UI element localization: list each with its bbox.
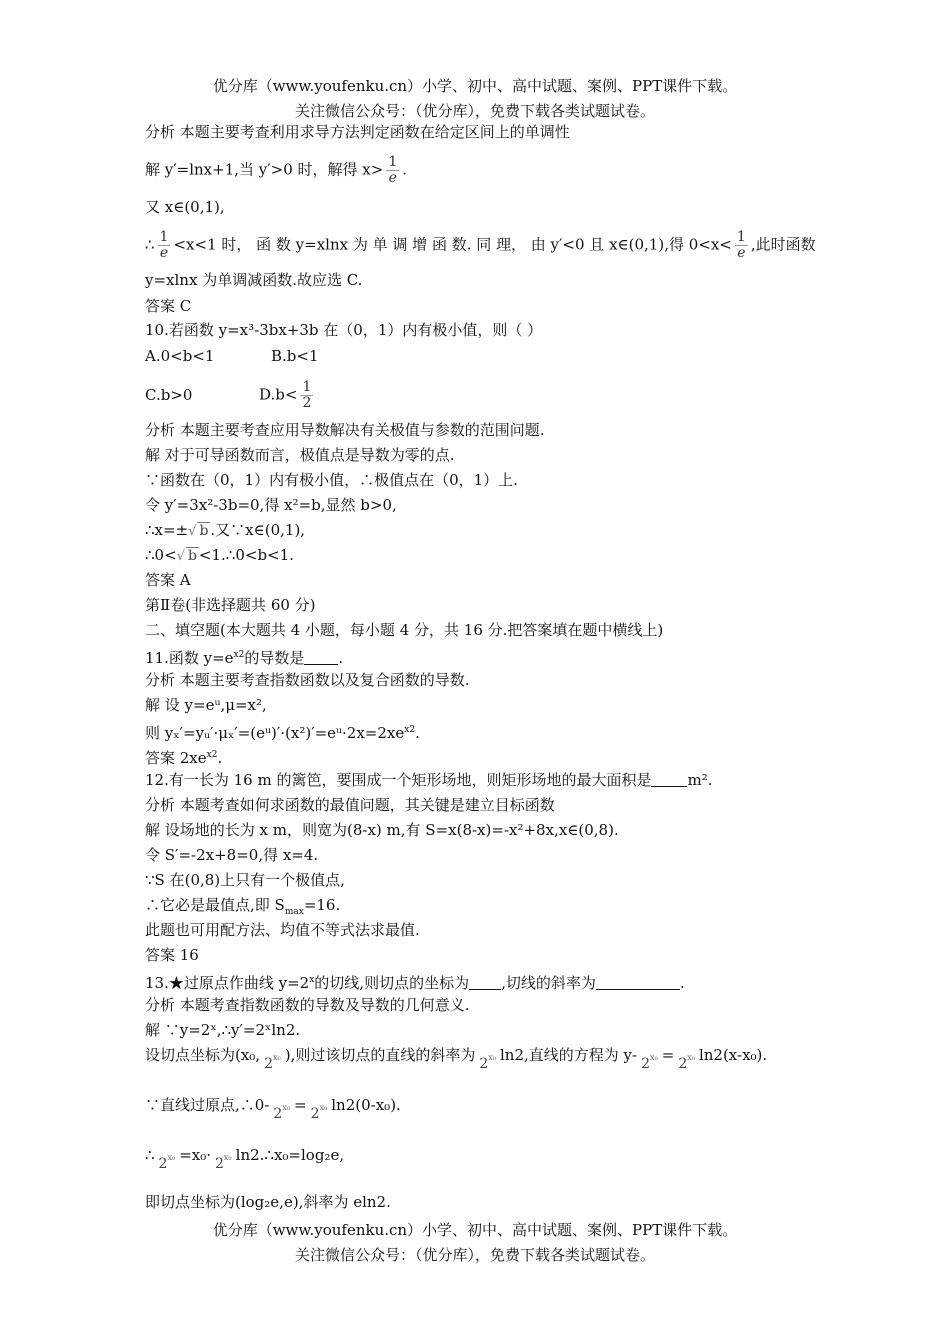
radical-sign-icon: √: [188, 524, 197, 539]
q9-frac3-den: e: [737, 245, 746, 261]
answer-blank: [469, 975, 501, 990]
q13-sol-3: [145, 1095, 401, 1124]
q10-sol-5: [145, 545, 294, 567]
q9-analysis: 分析 本题主要考查利用求导方法判定函数在给定区间上的单调性: [145, 123, 570, 141]
q10-options-cd: [145, 380, 316, 411]
q10-sol-2: ∵函数在（0，1）内有极小值，∴极值点在（0，1）上.: [145, 471, 518, 489]
q9-frac2-den: e: [159, 245, 169, 261]
q10-sol-4-post: .又∵x∈(0,1),: [210, 521, 306, 539]
q10-sol-4-pre: ∴x=±: [145, 521, 189, 539]
q9-frac-num: 1: [388, 154, 398, 170]
q13-sol-4-c: ln2.∴x₀=log₂e,: [235, 1146, 345, 1164]
q9-fraction-3: [735, 230, 748, 261]
q12-sol-2: 令 S′=-2x+8=0,得 x=4.: [145, 846, 319, 864]
q9-sol-c-mid: <x<1 时， 函 数 y=xlnx 为 单 调 增 函 数. 同 理， 由 y′<0 且 x∈(0,1),得 0<x<: [173, 235, 732, 254]
pow-base: 2: [678, 1056, 688, 1072]
q11-analysis: 分析 本题主要考查指数函数以及复合函数的导数.: [145, 671, 470, 689]
q10-analysis: 分析 本题主要考查应用导数解决有关极值与参数的范围问题.: [145, 421, 545, 439]
header-line-1: 优分库（www.youfenku.cn）小学、初中、高中试题、案例、PPT课件下载。: [212, 77, 738, 95]
q13-sol-1: 解 ∵y=2ˣ,∴y′=2ˣln2.: [145, 1021, 301, 1039]
q10-sol-3: 令 y′=3x²-3b=0,得 x²=b,显然 b>0,: [145, 496, 397, 514]
pow-base: 2: [215, 1156, 224, 1172]
answer-blank: [596, 975, 680, 990]
q9-frac3-num: 1: [736, 229, 746, 245]
q13-question-mid: 的切线,则切点的坐标为: [314, 974, 470, 992]
q13-question-sup: x: [309, 975, 315, 985]
q11-question-end: .: [338, 649, 344, 667]
pow-exp: x₀: [687, 1053, 695, 1062]
q10-fraction: [300, 380, 313, 411]
q11-question: [145, 645, 343, 668]
q9-sol-a-text: 解 y′=lnx+1,当 y′>0 时，解得 x>: [145, 160, 384, 179]
q12-sol-3: ∵S 在(0,8)上只有一个极值点,: [145, 871, 345, 889]
pow-exp: x₀: [223, 1153, 232, 1162]
q11-answer: [145, 745, 222, 768]
q12-sol-4: [145, 895, 340, 922]
q13-sol-2-b: ),则过该切点的直线的斜率为: [284, 1046, 476, 1064]
pow-base: 2: [310, 1106, 320, 1122]
q13-sol-4: [145, 1145, 344, 1174]
pow-base: 2: [479, 1056, 489, 1072]
q10-frac-den: 2: [302, 395, 312, 411]
q9-solution-d: y=xlnx 为单调减函数.故应选 C.: [145, 271, 363, 289]
q11-question-sup: x2: [233, 650, 245, 660]
q13-power-3: [641, 1048, 658, 1074]
q10-sqrt-b: b: [199, 523, 209, 539]
q13-power-1: [264, 1048, 281, 1074]
answer-blank: [651, 772, 687, 787]
pow-base: 2: [641, 1056, 651, 1072]
q9-solution-c: [145, 230, 816, 261]
q13-analysis: 分析 本题考查指数函数的导数及导数的几何意义.: [145, 996, 470, 1014]
q12-question: [145, 770, 713, 790]
q10-sol-4: [145, 520, 305, 542]
q9-frac-den: e: [388, 170, 397, 186]
part2-title: 第Ⅱ卷(非选择题共 60 分): [145, 596, 316, 614]
q9-answer: 答案 C: [145, 297, 192, 315]
q10-options-ab: [145, 346, 319, 366]
q10-option-a: A.0<b<1: [145, 347, 215, 365]
q12-question-pre: 12.有一长为 16 m 的篱笆，要围成一个矩形场地，则矩形场地的最大面积是: [145, 771, 652, 789]
q10-option-b: B.b<1: [271, 347, 319, 365]
q10-sol-1: 解 对于可导函数而言，极值点是导数为零的点.: [145, 446, 455, 464]
q13-power-6: [311, 1098, 328, 1124]
q13-power-5: [273, 1098, 290, 1124]
q12-answer: 答案 16: [145, 946, 199, 964]
q11-question-pre: 11.函数 y=e: [145, 649, 234, 667]
pow-exp: x₀: [488, 1053, 496, 1062]
q10-sqrt-b-2: b: [187, 548, 197, 564]
q9-fraction-2: [158, 230, 171, 261]
q12-sol-5: 此题也可用配方法、均值不等式法求最值.: [145, 921, 420, 939]
q12-sol-4-sub: max: [284, 907, 304, 917]
q9-sol-c-end: ,此时函数: [750, 235, 816, 254]
q13-sol-4-a: ∴: [145, 1146, 155, 1164]
q13-power-2: [479, 1048, 496, 1074]
q11-sol-2-sup: x2: [404, 725, 416, 735]
q13-sol-2-c: ln2,直线的方程为 y-: [500, 1046, 638, 1064]
q9-sol-a-end: .: [402, 160, 408, 179]
q13-question-pre: 13.★过原点作曲线 y=2: [145, 974, 310, 992]
q13-sol-4-b: =x₀·: [179, 1146, 211, 1164]
header-line-2: 关注微信公众号：（优分库），免费下载各类试题试卷。: [294, 102, 655, 120]
q12-question-post: m².: [687, 771, 713, 789]
q10-option-d: D.b<: [259, 385, 298, 404]
pow-exp: x₀: [650, 1053, 658, 1062]
part2-section: 二、填空题(本大题共 4 小题，每小题 4 分，共 16 分.把答案填在题中横线上): [145, 621, 664, 639]
pow-exp: x₀: [319, 1103, 328, 1112]
q10-frac-num: 1: [302, 379, 312, 395]
q13-sol-5: 即切点坐标为(log₂e,e),斜率为 eln2.: [145, 1193, 391, 1211]
q13-sol-2-d: =: [661, 1046, 675, 1064]
q9-fraction-1: [386, 155, 399, 186]
q12-sol-4-post: =16.: [303, 896, 341, 914]
q11-answer-end: .: [217, 749, 223, 767]
q9-solution-b: 又 x∈(0,1),: [145, 198, 225, 216]
answer-blank: [304, 650, 338, 665]
q12-sol-4-pre: ∴它必是最值点,即 S: [145, 896, 285, 914]
q10-answer: 答案 A: [145, 571, 191, 589]
q10-option-c: C.b>0: [145, 385, 193, 404]
q12-sol-1: 解 设场地的长为 x m，则宽为(8-x) m,有 S=x(8-x)=-x²+8x,x∈(0,8).: [145, 821, 619, 839]
q13-sol-2: [145, 1045, 767, 1074]
q10-sol-5-post: <1.∴0<b<1.: [198, 546, 294, 564]
q13-question: [145, 970, 685, 993]
q11-question-post: 的导数是: [244, 649, 305, 667]
footer-line-1: 优分库（www.youfenku.cn）小学、初中、高中试题、案例、PPT课件下载。: [212, 1221, 738, 1239]
q13-question-mid2: ,切线的斜率为: [501, 974, 596, 992]
q10-sol-5-pre: ∴0<: [145, 546, 177, 564]
q12-analysis: 分析 本题考查如何求函数的最值问题，其关键是建立目标函数: [145, 796, 555, 814]
q13-power-8: [215, 1148, 232, 1174]
q13-question-end: .: [679, 974, 685, 992]
q13-power-4: [678, 1048, 695, 1074]
q9-sol-c-pre: ∴: [145, 235, 155, 254]
q11-sol-2-text: 则 yₓ′=yᵤ′·μₓ′=(eᵘ)′·(x²)′=eᵘ·2x=2xe: [145, 724, 405, 742]
q10-question: 10.若函数 y=x³-3bx+3b 在（0，1）内有极小值，则（ ）: [145, 321, 543, 339]
q11-sol-1: 解 设 y=eᵘ,μ=x²,: [145, 696, 267, 714]
q9-frac2-num: 1: [159, 229, 169, 245]
q13-sol-3-a: ∵直线过原点,∴0-: [145, 1096, 270, 1114]
q11-answer-sup: x2: [206, 750, 218, 760]
pow-base: 2: [158, 1156, 168, 1172]
q13-sol-3-c: ln2(0-x₀).: [331, 1096, 401, 1114]
q11-sol-2-end: .: [415, 724, 420, 742]
footer-line-2: 关注微信公众号：（优分库），免费下载各类试题试卷。: [294, 1246, 655, 1264]
q11-answer-text: 答案 2xe: [145, 749, 207, 767]
q9-solution-a: [145, 155, 407, 186]
pow-exp: x₀: [167, 1153, 176, 1162]
pow-exp: x₀: [273, 1053, 281, 1062]
q13-sol-3-b: =: [294, 1096, 307, 1114]
pow-exp: x₀: [282, 1103, 291, 1112]
q13-sol-2-e: ln2(x-x₀).: [698, 1046, 768, 1064]
q13-sol-2-a: 设切点坐标为(x₀,: [145, 1046, 261, 1064]
radical-sign-icon: √: [176, 549, 185, 564]
pow-base: 2: [264, 1056, 274, 1072]
q13-power-7: [159, 1148, 176, 1174]
q11-sol-2: [145, 720, 420, 743]
pow-base: 2: [273, 1106, 283, 1122]
